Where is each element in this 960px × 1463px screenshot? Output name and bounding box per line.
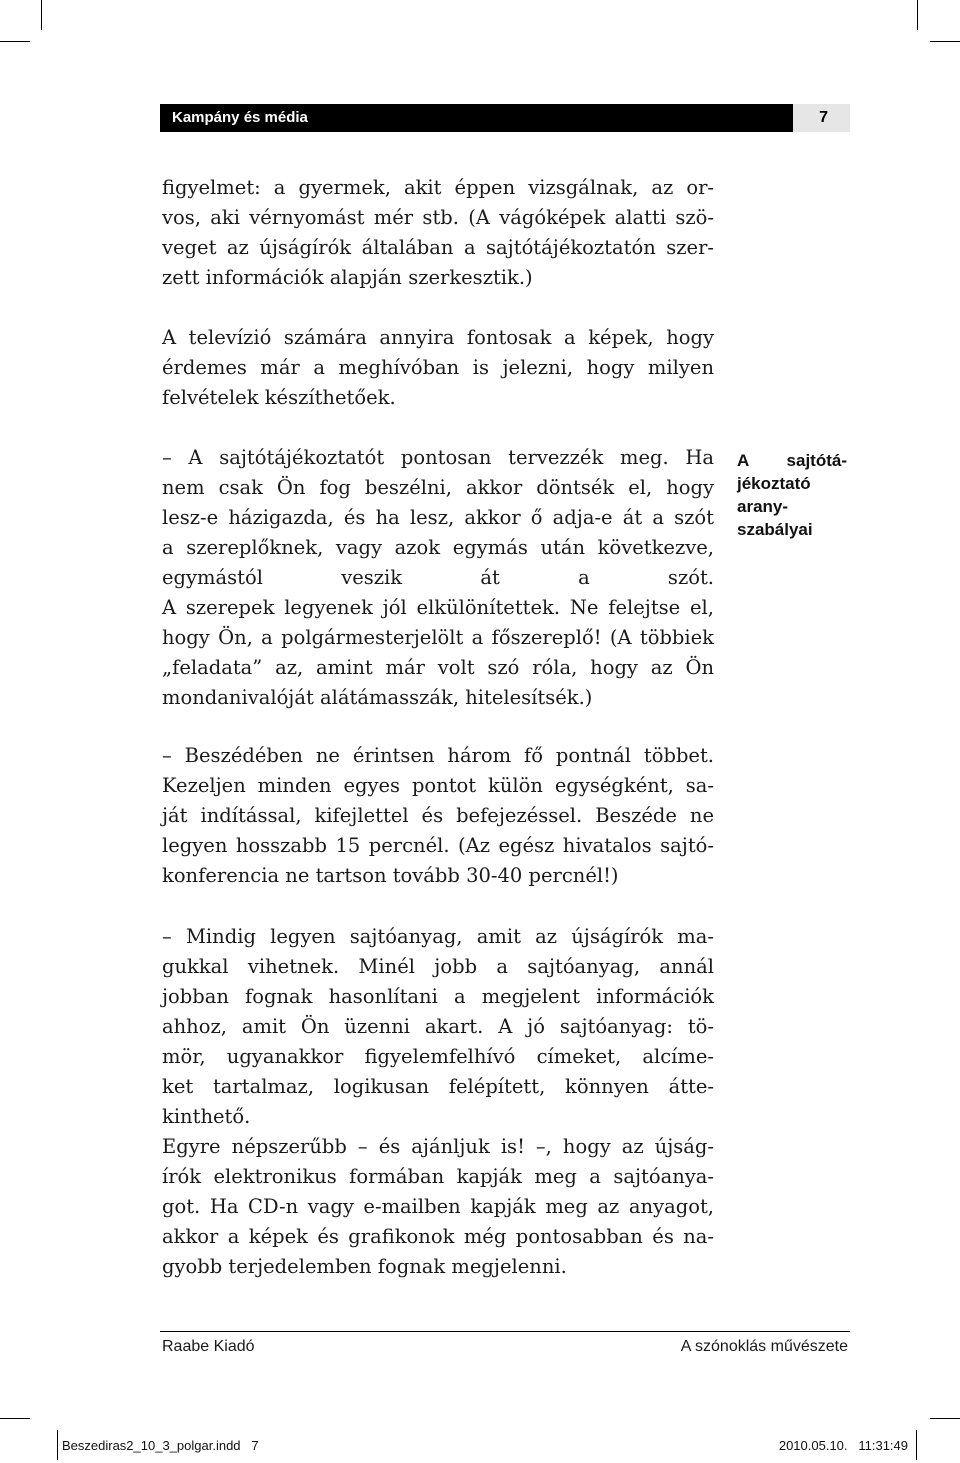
text-line: – Beszédében ne érintsen három fő pontnál többet. <box>162 744 714 767</box>
text-line: veget az újságírók általában a sajtótájékoztatón szer- <box>162 236 714 259</box>
text-line: akkor a képek és grafikonok még pontosabban és na- <box>162 1225 714 1248</box>
text-line: felvételek készíthetőek. <box>162 386 396 409</box>
text-line: lesz-e házigazda, és ha lesz, akkor ő adja-e át a szót <box>162 506 714 529</box>
text-line: írók elektronikus formában kapják meg a sajtóanya- <box>162 1165 714 1188</box>
crop-mark <box>41 0 42 30</box>
text-line: got. Ha CD-n vagy e-mailben kapják meg az anyagot, <box>162 1195 714 1218</box>
crop-mark <box>930 1418 960 1419</box>
page-number: 7 <box>819 109 828 126</box>
footer-publisher: Raabe Kiadó <box>162 1338 255 1355</box>
text-line: mondanivalóját alátámasszák, hitelesítsék.) <box>162 686 593 709</box>
text-line: arany- <box>737 497 789 516</box>
running-header <box>160 104 850 132</box>
text-line: ját indítással, kifejlettel és befejezéssel. Beszéde ne <box>162 804 714 827</box>
crop-mark <box>930 41 960 42</box>
paragraph <box>162 173 714 293</box>
text-line: figyelmet: a gyermek, akit éppen vizsgálnak, az or- <box>162 176 714 199</box>
text-line: A televízió számára annyira fontosak a képek, hogy <box>162 326 714 349</box>
header-title: Kampány és média <box>172 109 308 126</box>
text-line: zett információk alapján szerkesztik.) <box>162 266 533 289</box>
crop-mark <box>917 0 918 30</box>
text-line: – A sajtótájékoztatót pontosan tervezzék meg. Ha <box>162 446 714 469</box>
text-line: mör, ugyanakkor figyelemfelhívó címeket, alcíme- <box>162 1045 714 1068</box>
text-line: nem csak Ön fog beszélni, akkor döntsék el, hogy <box>162 476 714 499</box>
text-line: egymástól veszik át a szót. <box>162 566 714 589</box>
text-line: jékoztató <box>737 474 811 493</box>
text-line: ahhoz, amit Ön üzenni akart. A jó sajtóanyag: tö- <box>162 1015 714 1038</box>
paragraph <box>162 323 714 413</box>
footer-rule <box>160 1331 850 1332</box>
slug-timestamp: 2010.05.10. 11:31:49 <box>778 1438 908 1453</box>
text-line: érdemes már a meghívóban is jelezni, hogy milyen <box>162 356 714 379</box>
text-line: szabályai <box>737 520 813 539</box>
text-line: – Mindig legyen sajtóanyag, amit az újságírók ma- <box>162 925 714 948</box>
text-line: „feladata” az, amint már volt szó róla, hogy az Ön <box>162 656 714 679</box>
text-line: Egyre népszerűbb – és ajánljuk is! –, hogy az újság- <box>162 1135 714 1158</box>
header-title-bar <box>160 104 793 132</box>
text-line: a szereplőknek, vagy azok egymás után következve, <box>162 536 714 559</box>
text-line: A sajtótá- <box>737 451 847 470</box>
text-line: Kezeljen minden egyes pontot külön egységként, sa- <box>162 774 714 797</box>
text-line: jobban fognak hasonlítani a megjelent információk <box>162 985 714 1008</box>
crop-mark <box>0 41 30 42</box>
text-line: legyen hosszabb 15 percnél. (Az egész hivatalos sajtó- <box>162 834 714 857</box>
text-line: konferencia ne tartson tovább 30-40 percnél!) <box>162 864 619 887</box>
list-item <box>162 443 714 713</box>
text-line: ket tartalmaz, logikusan felépített, könnyen átte- <box>162 1075 714 1098</box>
text-line: gukkal vihetnek. Minél jobb a sajtóanyag, annál <box>162 955 714 978</box>
list-item <box>162 741 714 891</box>
text-line: hogy Ön, a polgármesterjelölt a főszereplő! (A többiek <box>162 626 714 649</box>
footer-book-title: A szónoklás művészete <box>680 1338 848 1355</box>
crop-mark <box>0 1418 30 1419</box>
text-line: kinthető. <box>162 1105 251 1128</box>
text-line: gyobb terjedelemben fognak megjelenni. <box>162 1255 567 1278</box>
list-item <box>162 922 714 1282</box>
text-line: vos, aki vérnyomást mér stb. (A vágóképek alatti szö- <box>162 206 714 229</box>
margin-note <box>737 449 847 541</box>
slug-filename: Beszediras2_10_3_polgar.indd 7 <box>62 1438 259 1453</box>
text-line: A szerepek legyenek jól elkülönítettek. Ne felejtse el, <box>162 596 714 619</box>
